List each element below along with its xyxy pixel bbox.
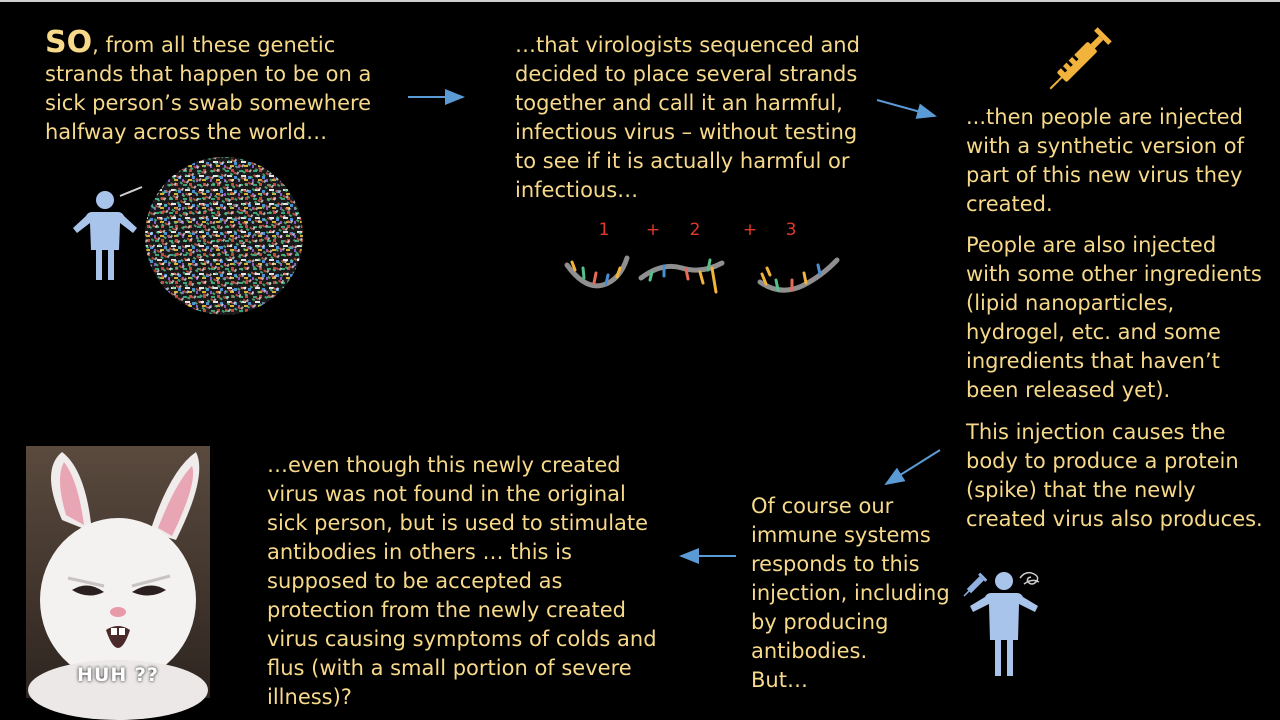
arrow-2 [877,100,935,116]
antibodies-text: …even though this newly created virus was not found in the original sick person, but is used to stimulate antibodies in others … this is supposed to be accepted as protection from the newly created virus causing symptoms of colds and flus (with a small portion of severe illness)? [267,453,657,709]
intro-bold: SO [45,25,93,60]
dna-strand-icon-2 [641,260,722,292]
injected-text: ...then people are injected with a synthetic version of part of this new virus they created. [966,105,1245,216]
meme-caption: HUH ?? [77,664,159,686]
virologists-text: …that virologists sequenced and decided to place several strands together and call it an harmful, infectious virus – without testing to see if it is actually harmful or infectious… [515,33,860,202]
dna-label-plus-2: + [742,220,758,240]
dna-label-1: 1 [598,220,610,240]
syringe-icon [1043,27,1112,96]
spike-text: This injection causes the body to produce a protein (spike) that the newly created virus also produces. [966,420,1263,531]
dna-label-3: 3 [785,220,797,240]
immune-text: Of course our immune systems responds to this injection, including by producing antibodies. But… [751,494,950,692]
dizzy-icon [1020,573,1038,584]
person-with-syringe-icon [960,572,1039,676]
ingredients-text: People are also injected with some other ingredients (lipid nanoparticles, hydrogel, etc. and some ingredients that haven’t been released yet). [966,233,1262,402]
person-icon [73,187,142,280]
intro-rest: , from all these genetic strands that happen to be on a sick person’s swab somewhere halfway across the world… [45,33,372,144]
dna-label-plus-1: + [645,220,661,240]
dna-strand-icon-3 [760,260,837,290]
genetic-strands-circle [140,150,310,320]
small-syringe-icon [960,573,987,600]
dna-label-2: 2 [689,220,701,240]
arrow-3 [886,450,940,484]
dna-strand-icon-1 [567,258,627,286]
